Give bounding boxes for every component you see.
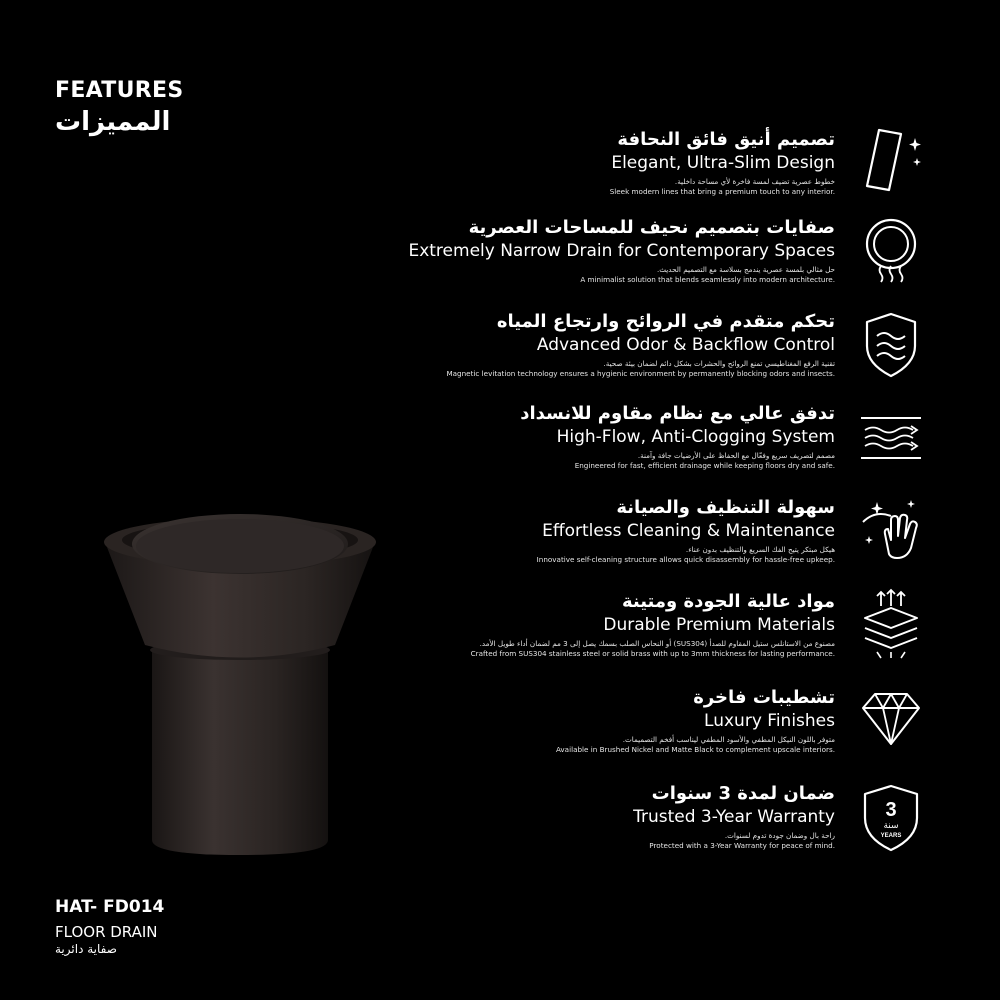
feature-title-en: Extremely Narrow Drain for Contemporary Spaces	[408, 241, 835, 261]
feature-title-en: Trusted 3-Year Warranty	[633, 807, 835, 827]
feature-desc-ar: حل مثالي بلمسة عصرية يندمج بسلاسة مع التصميم الحديث.	[656, 265, 835, 274]
feature-item	[215, 402, 835, 471]
product-name-en: FLOOR DRAIN	[55, 923, 158, 941]
feature-title-en: Advanced Odor & Backflow Control	[536, 335, 835, 355]
feature-item	[215, 686, 835, 755]
feature-desc-ar: راحة بال وضمان جودة تدوم لسنوات.	[724, 831, 835, 840]
feature-desc-en: A minimalist solution that blends seamlessly into modern architecture.	[580, 275, 835, 284]
feature-desc-en: Magnetic levitation technology ensures a hygienic environment by permanently blocking odors and insects.	[446, 369, 835, 378]
feature-title-ar: تحكم متقدم في الروائح وارتجاع المياه	[496, 311, 835, 332]
slim-panel-icon	[855, 124, 927, 196]
feature-desc-en: Available in Brushed Nickel and Matte Black to complement upscale interiors.	[555, 745, 835, 754]
product-name-ar: صفاية دائرية	[55, 942, 117, 956]
feature-item	[215, 216, 835, 285]
round-drain-icon	[855, 214, 927, 286]
feature-desc-en: Protected with a 3-Year Warranty for peace of mind.	[649, 841, 835, 850]
cleaning-hand-icon	[855, 494, 927, 566]
diamond-icon	[855, 682, 927, 754]
feature-desc-ar: مصنوع من الاستانلس ستيل المقاوم للصدأ (SUS304) أو النحاس الصلب بسمك يصل إلى 3 مم لضمان أداء طويل الأمد.	[479, 639, 835, 648]
feature-title-ar: سهولة التنظيف والصيانة	[616, 497, 835, 518]
feature-item	[215, 590, 835, 659]
features-title-ar: المميزات	[55, 107, 171, 137]
feature-desc-en: Engineered for fast, efficient drainage while keeping floors dry and safe.	[574, 461, 835, 470]
warranty-shield-icon	[855, 782, 927, 854]
layers-icon	[855, 588, 927, 660]
feature-title-ar: تشطيبات فاخرة	[693, 687, 835, 708]
feature-desc-ar: خطوط عصرية تضيف لمسة فاخرة لأي مساحة داخلية.	[674, 177, 835, 186]
feature-item	[215, 310, 835, 379]
feature-desc-ar: هيكل مبتكر يتيح الفك السريع والتنظيف بدون عناء.	[685, 545, 835, 554]
flow-waves-icon	[855, 402, 927, 474]
feature-item	[215, 128, 835, 197]
warranty-years-en: YEARS	[880, 833, 902, 839]
feature-item	[215, 496, 835, 565]
product-code: HAT- FD014	[55, 897, 165, 917]
feature-item	[215, 782, 835, 851]
feature-desc-ar: تقنية الرفع المغناطيسي تمنع الروائح والحشرات بشكل دائم لضمان بيئة صحية.	[603, 359, 835, 368]
feature-desc-en: Sleek modern lines that bring a premium touch to any interior.	[609, 187, 835, 196]
features-title-en: FEATURES	[55, 78, 184, 103]
feature-title-en: Elegant, Ultra-Slim Design	[611, 153, 835, 173]
feature-title-ar: صفايات بتصميم نحيف للمساحات العصرية	[468, 217, 835, 238]
feature-title-en: Effortless Cleaning & Maintenance	[542, 521, 835, 541]
feature-desc-ar: متوفر باللون النيكل المطفي والأسود المطفي ليناسب أفخم التصميمات.	[622, 735, 835, 744]
feature-title-en: Luxury Finishes	[704, 711, 835, 731]
feature-title-en: High-Flow, Anti-Clogging System	[556, 427, 835, 447]
feature-desc-en: Crafted from SUS304 stainless steel or solid brass with up to 3mm thickness for lasting performance.	[470, 649, 835, 658]
feature-title-ar: تصميم أنيق فائق النحافة	[617, 129, 835, 150]
feature-desc-ar: مصمم لتصريف سريع وفعّال مع الحفاظ على الأرضيات جافة وآمنة.	[637, 451, 835, 460]
feature-title-en: Durable Premium Materials	[603, 615, 835, 635]
feature-title-ar: مواد عالية الجودة ومتينة	[621, 591, 835, 612]
feature-title-ar: تدفق عالي مع نظام مقاوم للانسداد	[520, 403, 835, 424]
features-header	[55, 78, 183, 138]
product-info	[55, 895, 164, 956]
warranty-years-ar: سنة	[883, 821, 899, 831]
warranty-number: 3	[885, 799, 897, 821]
feature-desc-en: Innovative self-cleaning structure allows quick disassembly for hassle-free upkeep.	[536, 555, 835, 564]
shield-waves-icon	[855, 308, 927, 380]
feature-title-ar: ضمان لمدة 3 سنوات	[651, 783, 835, 804]
